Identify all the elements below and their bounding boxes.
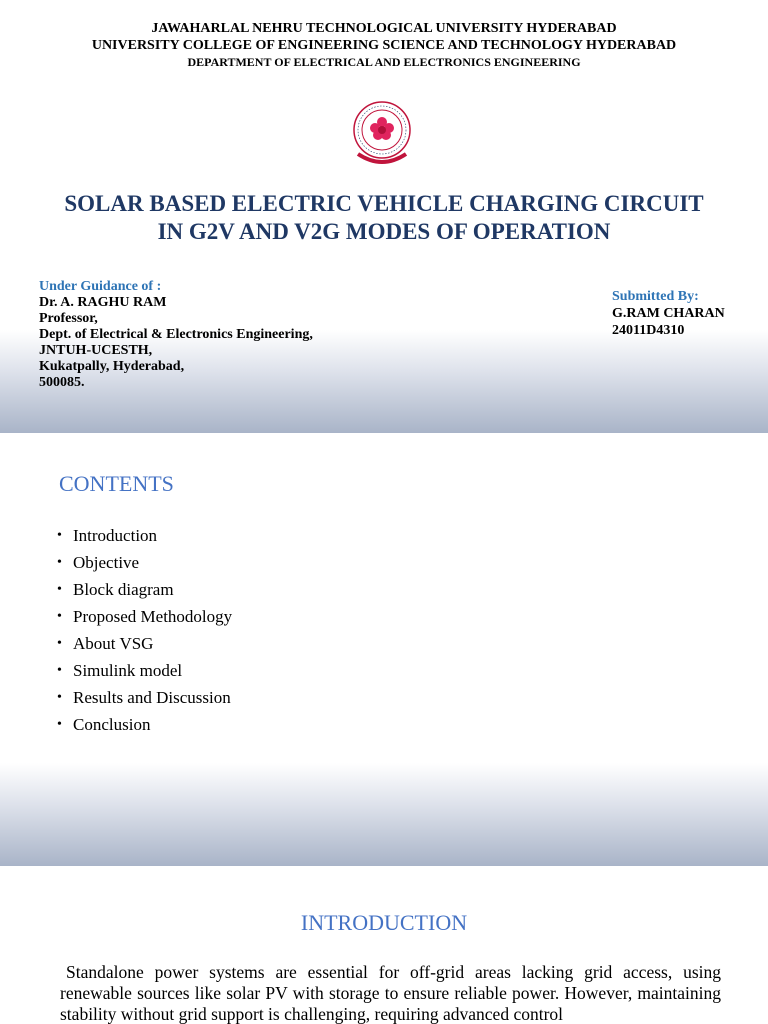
student-name: G.RAM CHARAN (612, 306, 725, 321)
introduction-body: Standalone power systems are essential for off-grid areas lacking grid access, using renewable sources like solar PV with storage to ensure reliable power. However, maintaining stability without grid support is challenging, requiring advanced control (60, 962, 721, 1024)
list-item (57, 686, 232, 713)
submitted-block (612, 288, 725, 339)
list-item-label: About VSG (73, 634, 154, 653)
list-item-label: Conclusion (73, 715, 151, 734)
bullet-icon: • (57, 717, 62, 732)
list-item-label: Block diagram (73, 580, 174, 599)
list-item (57, 659, 232, 686)
presentation-title (30, 190, 738, 246)
introduction-heading: INTRODUCTION (300, 910, 468, 935)
list-item (57, 713, 232, 740)
bullet-icon: • (57, 690, 62, 705)
student-roll: 24011D4310 (612, 323, 685, 338)
title-line-1: SOLAR BASED ELECTRIC VEHICLE CHARGING CIRCUIT (64, 191, 704, 216)
submitted-label: Submitted By: (612, 289, 699, 304)
list-item-label: Results and Discussion (73, 688, 231, 707)
list-item-label: Proposed Methodology (73, 607, 233, 626)
list-item (57, 605, 232, 632)
contents-heading: CONTENTS (59, 471, 174, 496)
list-item-label: Objective (73, 553, 140, 572)
guide-name: Dr. A. RAGHU RAM (39, 295, 167, 310)
university-logo (344, 96, 420, 172)
bullet-icon: • (57, 636, 62, 651)
title-line-2: IN G2V AND V2G MODES OF OPERATION (157, 219, 611, 244)
list-item (57, 524, 232, 551)
guide-institute: JNTUH-UCESTH, (39, 343, 153, 358)
guide-city: Kukatpally, Hyderabad, (39, 359, 185, 374)
bullet-icon: • (57, 663, 62, 678)
guidance-block (39, 279, 313, 391)
list-item (57, 632, 232, 659)
list-item (57, 578, 232, 605)
guide-pincode: 500085. (39, 375, 85, 390)
list-item-label: Simulink model (73, 661, 183, 680)
bullet-icon: • (57, 609, 62, 624)
college-name: UNIVERSITY COLLEGE OF ENGINEERING SCIENCE AND TECHNOLOGY HYDERABAD (91, 38, 677, 53)
department-name: DEPARTMENT OF ELECTRICAL AND ELECTRONICS ENGINEERING (187, 55, 581, 69)
bullet-icon: • (57, 582, 62, 597)
list-item (57, 551, 232, 578)
guide-designation: Professor, (39, 311, 98, 326)
introduction-slide (0, 866, 768, 1024)
guidance-label: Under Guidance of : (39, 279, 162, 294)
title-slide (0, 0, 768, 433)
guide-department: Dept. of Electrical & Electronics Engineering, (39, 327, 313, 342)
university-name: JAWAHARLAL NEHRU TECHNOLOGICAL UNIVERSITY HYDERABAD (151, 21, 617, 36)
contents-list (57, 524, 232, 740)
bullet-icon: • (57, 555, 62, 570)
list-item-label: Introduction (73, 526, 158, 545)
contents-slide (0, 433, 768, 866)
bullet-icon: • (57, 528, 62, 543)
